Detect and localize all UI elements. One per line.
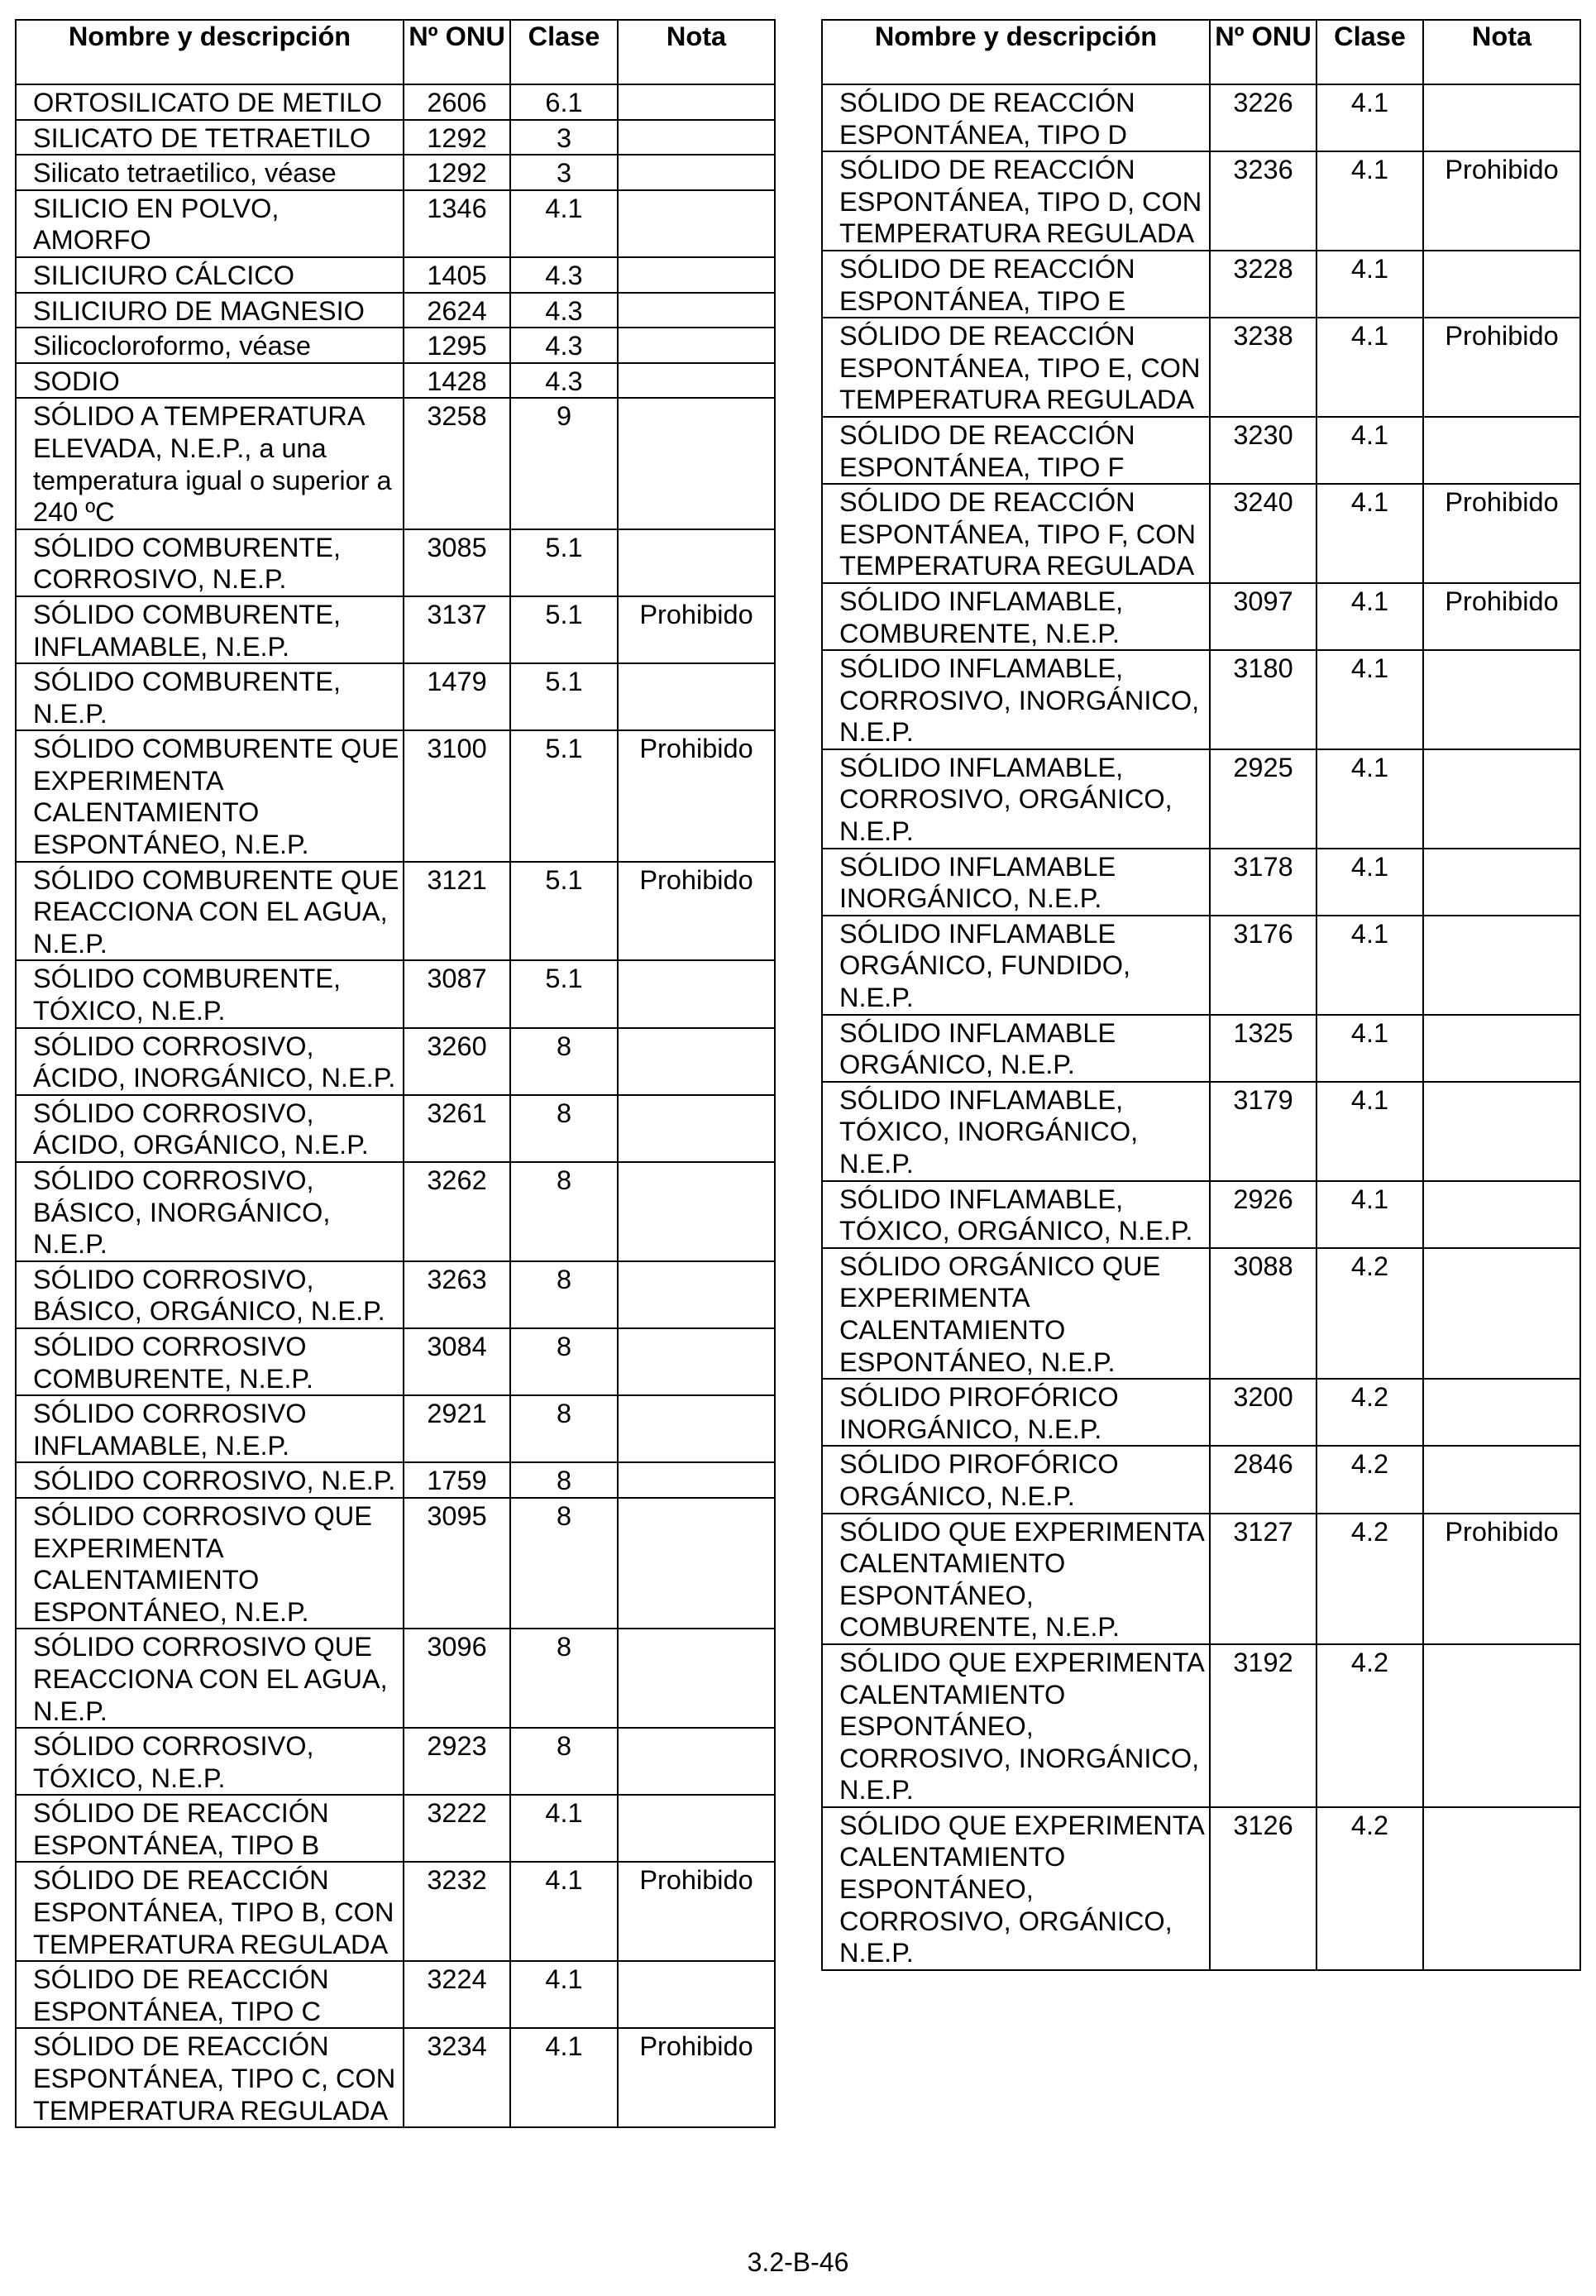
cell-name: SÓLIDO INFLAMABLE INORGÁNICO, N.E.P. (822, 849, 1210, 916)
cell-nota (618, 663, 775, 730)
cell-onu: 1292 (404, 155, 510, 190)
cell-clase: 4.1 (510, 1795, 618, 1862)
cell-clase: 5.1 (510, 960, 618, 1027)
header-name: Nombre y descripción (822, 20, 1210, 84)
cell-nota: Prohibido (618, 862, 775, 961)
cell-clase: 4.1 (510, 2028, 618, 2127)
cell-name: SÓLIDO DE REACCIÓN ESPONTÁNEA, TIPO B (16, 1795, 404, 1862)
right-table-row (822, 318, 1580, 417)
cell-onu: 3178 (1210, 849, 1316, 916)
cell-clase: 4.3 (510, 293, 618, 328)
left-table-row (16, 862, 775, 961)
cell-onu: 3262 (404, 1162, 510, 1261)
left-table-row (16, 2028, 775, 2127)
cell-name: SÓLIDO CORROSIVO, ÁCIDO, ORGÁNICO, N.E.P. (16, 1095, 404, 1162)
right-table-row (822, 1248, 1580, 1379)
cell-nota (618, 1162, 775, 1261)
cell-nota: Prohibido (1423, 484, 1580, 583)
right-table-row (822, 1181, 1580, 1248)
cell-onu: 2925 (1210, 749, 1316, 849)
cell-nota (1423, 1015, 1580, 1082)
right-header-row (822, 20, 1580, 84)
cell-name: ORTOSILICATO DE METILO (16, 84, 404, 120)
cell-onu: 3096 (404, 1629, 510, 1728)
cell-onu: 3240 (1210, 484, 1316, 583)
cell-onu: 3263 (404, 1261, 510, 1328)
cell-name: SÓLIDO CORROSIVO QUE REACCIONA CON EL AGUA, N.E.P. (16, 1629, 404, 1728)
right-table-row (822, 1015, 1580, 1082)
cell-onu: 2846 (1210, 1446, 1316, 1513)
cell-nota: Prohibido (618, 596, 775, 663)
cell-nota: Prohibido (1423, 1514, 1580, 1644)
cell-onu: 3084 (404, 1328, 510, 1395)
right-table-row (822, 251, 1580, 318)
cell-onu: 1479 (404, 663, 510, 730)
cell-name: SÓLIDO QUE EXPERIMENTA CALENTAMIENTO ESPONTÁNEO, COMBURENTE, N.E.P. (822, 1514, 1210, 1644)
left-table-row (16, 398, 775, 529)
left-table-row (16, 1728, 775, 1795)
cell-name: SÓLIDO INFLAMABLE ORGÁNICO, FUNDIDO, N.E.P. (822, 916, 1210, 1015)
cell-name: SÓLIDO PIROFÓRICO ORGÁNICO, N.E.P. (822, 1446, 1210, 1513)
cell-name: SÓLIDO INFLAMABLE, COMBURENTE, N.E.P. (822, 583, 1210, 650)
cell-nota (1423, 650, 1580, 749)
cell-name: SÓLIDO COMBURENTE, CORROSIVO, N.E.P. (16, 529, 404, 596)
cell-nota (618, 1395, 775, 1462)
cell-onu: 1295 (404, 328, 510, 363)
cell-name: SÓLIDO CORROSIVO, TÓXICO, N.E.P. (16, 1728, 404, 1795)
cell-nota (618, 293, 775, 328)
cell-name: SÓLIDO DE REACCIÓN ESPONTÁNEA, TIPO C, CON TEMPERATURA REGULADA (16, 2028, 404, 2127)
left-table-body (16, 84, 775, 2127)
cell-onu: 3261 (404, 1095, 510, 1162)
cell-name: SÓLIDO INFLAMABLE, CORROSIVO, INORGÁNICO, N.E.P. (822, 650, 1210, 749)
cell-nota (1423, 1248, 1580, 1379)
cell-name: SÓLIDO DE REACCIÓN ESPONTÁNEA, TIPO C (16, 1961, 404, 2028)
cell-nota (618, 363, 775, 399)
cell-onu: 1759 (404, 1462, 510, 1498)
cell-clase: 8 (510, 1261, 618, 1328)
cell-onu: 3088 (1210, 1248, 1316, 1379)
cell-name: SÓLIDO COMBURENTE QUE EXPERIMENTA CALENTAMIENTO ESPONTÁNEO, N.E.P. (16, 730, 404, 861)
right-table-row (822, 650, 1580, 749)
cell-clase: 8 (510, 1095, 618, 1162)
left-table-row (16, 1629, 775, 1728)
cell-nota (618, 1728, 775, 1795)
cell-clase: 5.1 (510, 862, 618, 961)
cell-clase: 3 (510, 120, 618, 155)
cell-onu: 1325 (1210, 1015, 1316, 1082)
cell-clase: 4.1 (510, 1862, 618, 1961)
right-table-row (822, 151, 1580, 251)
right-table-row (822, 916, 1580, 1015)
left-table-row (16, 596, 775, 663)
cell-name: SÓLIDO DE REACCIÓN ESPONTÁNEA, TIPO D (822, 84, 1210, 151)
cell-nota: Prohibido (618, 2028, 775, 2127)
cell-name: SÓLIDO CORROSIVO QUE EXPERIMENTA CALENTAMIENTO ESPONTÁNEO, N.E.P. (16, 1498, 404, 1629)
cell-clase: 4.1 (1316, 749, 1423, 849)
cell-nota (618, 1629, 775, 1728)
right-table-row (822, 1514, 1580, 1644)
right-table-row (822, 84, 1580, 151)
left-table-row (16, 120, 775, 155)
left-table-row (16, 190, 775, 257)
left-table-row (16, 1462, 775, 1498)
cell-clase: 8 (510, 1728, 618, 1795)
right-table-row (822, 1379, 1580, 1446)
right-table-row (822, 849, 1580, 916)
cell-clase: 8 (510, 1462, 618, 1498)
cell-onu: 3095 (404, 1498, 510, 1629)
header-name: Nombre y descripción (16, 20, 404, 84)
left-table (15, 19, 776, 2128)
cell-clase: 4.1 (1316, 849, 1423, 916)
cell-clase: 4.2 (1316, 1644, 1423, 1807)
cell-clase: 4.1 (1316, 650, 1423, 749)
cell-onu: 3222 (404, 1795, 510, 1862)
cell-nota: Prohibido (1423, 151, 1580, 251)
cell-name: SÓLIDO CORROSIVO INFLAMABLE, N.E.P. (16, 1395, 404, 1462)
cell-onu: 1292 (404, 120, 510, 155)
cell-onu: 3200 (1210, 1379, 1316, 1446)
left-table-row (16, 1498, 775, 1629)
cell-onu: 1428 (404, 363, 510, 399)
cell-name: SÓLIDO CORROSIVO, N.E.P. (16, 1462, 404, 1498)
cell-onu: 3260 (404, 1028, 510, 1095)
cell-nota: Prohibido (1423, 583, 1580, 650)
cell-name: SÓLIDO CORROSIVO COMBURENTE, N.E.P. (16, 1328, 404, 1395)
cell-name: SÓLIDO INFLAMABLE, CORROSIVO, ORGÁNICO, N.E.P. (822, 749, 1210, 849)
cell-onu: 3238 (1210, 318, 1316, 417)
cell-onu: 3180 (1210, 650, 1316, 749)
cell-onu: 2624 (404, 293, 510, 328)
header-onu: Nº ONU (404, 20, 510, 84)
cell-nota (618, 1795, 775, 1862)
header-clase: Clase (1316, 20, 1423, 84)
cell-name: SÓLIDO INFLAMABLE ORGÁNICO, N.E.P. (822, 1015, 1210, 1082)
cell-nota (1423, 849, 1580, 916)
cell-onu: 3236 (1210, 151, 1316, 251)
cell-nota (618, 120, 775, 155)
cell-name: SÓLIDO CORROSIVO, BÁSICO, INORGÁNICO, N.E.P. (16, 1162, 404, 1261)
cell-onu: 3234 (404, 2028, 510, 2127)
cell-nota (1423, 417, 1580, 484)
cell-nota (618, 960, 775, 1027)
left-table-row (16, 155, 775, 190)
cell-nota (1423, 84, 1580, 151)
cell-nota (618, 257, 775, 293)
cell-name: SÓLIDO COMBURENTE, N.E.P. (16, 663, 404, 730)
cell-name: Silicato tetraetilico, véase (16, 155, 404, 190)
cell-clase: 4.1 (1316, 583, 1423, 650)
cell-nota (618, 398, 775, 529)
cell-name: SÓLIDO COMBURENTE QUE REACCIONA CON EL AGUA, N.E.P. (16, 862, 404, 961)
cell-clase: 4.1 (1316, 251, 1423, 318)
cell-onu: 3085 (404, 529, 510, 596)
cell-onu: 3258 (404, 398, 510, 529)
cell-clase: 4.1 (1316, 151, 1423, 251)
left-table-row (16, 84, 775, 120)
cell-clase: 4.1 (1316, 1082, 1423, 1181)
cell-nota (618, 1961, 775, 2028)
cell-nota (618, 1462, 775, 1498)
left-table-row (16, 257, 775, 293)
cell-clase: 8 (510, 1498, 618, 1629)
cell-onu: 2923 (404, 1728, 510, 1795)
cell-onu: 1346 (404, 190, 510, 257)
cell-name: SÓLIDO CORROSIVO, BÁSICO, ORGÁNICO, N.E.P. (16, 1261, 404, 1328)
cell-nota (618, 155, 775, 190)
cell-onu: 3121 (404, 862, 510, 961)
cell-nota (618, 1498, 775, 1629)
cell-clase: 3 (510, 155, 618, 190)
cell-clase: 5.1 (510, 730, 618, 861)
left-table-row (16, 529, 775, 596)
cell-name: SILICIO EN POLVO, AMORFO (16, 190, 404, 257)
cell-name: SÓLIDO CORROSIVO, ÁCIDO, INORGÁNICO, N.E.P. (16, 1028, 404, 1095)
cell-nota (618, 1328, 775, 1395)
cell-name: Silicocloroformo, véase (16, 328, 404, 363)
cell-nota (618, 1095, 775, 1162)
cell-name: SÓLIDO INFLAMABLE, TÓXICO, ORGÁNICO, N.E.P. (822, 1181, 1210, 1248)
cell-onu: 3137 (404, 596, 510, 663)
page-number: 3.2-B-46 (747, 2247, 849, 2277)
cell-onu: 3226 (1210, 84, 1316, 151)
cell-clase: 4.1 (1316, 417, 1423, 484)
cell-onu: 3232 (404, 1862, 510, 1961)
left-table-row (16, 293, 775, 328)
cell-onu: 3230 (1210, 417, 1316, 484)
cell-name: SÓLIDO A TEMPERATURA ELEVADA, N.E.P., a una temperatura igual o superior a 240 ºC (16, 398, 404, 529)
left-table-row (16, 1795, 775, 1862)
left-table-row (16, 328, 775, 363)
cell-nota (618, 1028, 775, 1095)
cell-clase: 4.2 (1316, 1807, 1423, 1970)
cell-nota (1423, 1082, 1580, 1181)
cell-clase: 5.1 (510, 529, 618, 596)
cell-nota (1423, 916, 1580, 1015)
left-table-row (16, 363, 775, 399)
cell-onu: 1405 (404, 257, 510, 293)
cell-clase: 5.1 (510, 596, 618, 663)
cell-clase: 8 (510, 1162, 618, 1261)
cell-nota (1423, 1807, 1580, 1970)
cell-nota (1423, 251, 1580, 318)
left-header-row (16, 20, 775, 84)
cell-name: SILICIURO CÁLCICO (16, 257, 404, 293)
cell-name: SÓLIDO DE REACCIÓN ESPONTÁNEA, TIPO F (822, 417, 1210, 484)
cell-clase: 8 (510, 1028, 618, 1095)
cell-onu: 3127 (1210, 1514, 1316, 1644)
right-table (821, 19, 1581, 1971)
cell-nota (618, 84, 775, 120)
right-table-row (822, 1082, 1580, 1181)
cell-clase: 4.3 (510, 328, 618, 363)
cell-clase: 4.3 (510, 257, 618, 293)
right-table-row (822, 1446, 1580, 1513)
cell-name: SILICIURO DE MAGNESIO (16, 293, 404, 328)
cell-name: SÓLIDO PIROFÓRICO INORGÁNICO, N.E.P. (822, 1379, 1210, 1446)
cell-name: SÓLIDO QUE EXPERIMENTA CALENTAMIENTO ESPONTÁNEO, CORROSIVO, INORGÁNICO, N.E.P. (822, 1644, 1210, 1807)
left-table-row (16, 1162, 775, 1261)
header-nota: Nota (618, 20, 775, 84)
cell-onu: 2926 (1210, 1181, 1316, 1248)
cell-nota (1423, 749, 1580, 849)
cell-nota: Prohibido (618, 730, 775, 861)
cell-clase: 4.2 (1316, 1379, 1423, 1446)
right-table-row (822, 417, 1580, 484)
left-table-row (16, 960, 775, 1027)
cell-name: SÓLIDO DE REACCIÓN ESPONTÁNEA, TIPO E, CON TEMPERATURA REGULADA (822, 318, 1210, 417)
cell-clase: 5.1 (510, 663, 618, 730)
cell-clase: 9 (510, 398, 618, 529)
cell-clase: 4.1 (1316, 484, 1423, 583)
cell-clase: 4.2 (1316, 1514, 1423, 1644)
cell-clase: 8 (510, 1328, 618, 1395)
right-table-row (822, 583, 1580, 650)
cell-clase: 4.1 (1316, 916, 1423, 1015)
cell-onu: 3224 (404, 1961, 510, 2028)
header-clase: Clase (510, 20, 618, 84)
right-table-row (822, 1644, 1580, 1807)
cell-clase: 8 (510, 1395, 618, 1462)
cell-clase: 4.1 (1316, 1015, 1423, 1082)
cell-name: SÓLIDO QUE EXPERIMENTA CALENTAMIENTO ESPONTÁNEO, CORROSIVO, ORGÁNICO, N.E.P. (822, 1807, 1210, 1970)
cell-onu: 3179 (1210, 1082, 1316, 1181)
cell-clase: 4.1 (1316, 84, 1423, 151)
cell-nota: Prohibido (618, 1862, 775, 1961)
cell-name: SODIO (16, 363, 404, 399)
cell-onu: 3192 (1210, 1644, 1316, 1807)
cell-name: SÓLIDO COMBURENTE, INFLAMABLE, N.E.P. (16, 596, 404, 663)
cell-clase: 4.1 (510, 1961, 618, 2028)
cell-name: SÓLIDO COMBURENTE, TÓXICO, N.E.P. (16, 960, 404, 1027)
cell-onu: 2606 (404, 84, 510, 120)
cell-onu: 3087 (404, 960, 510, 1027)
cell-nota: Prohibido (1423, 318, 1580, 417)
cell-clase: 6.1 (510, 84, 618, 120)
cell-clase: 4.1 (1316, 1181, 1423, 1248)
cell-name: SILICATO DE TETRAETILO (16, 120, 404, 155)
left-table-row (16, 1028, 775, 1095)
cell-nota (1423, 1181, 1580, 1248)
header-nota: Nota (1423, 20, 1580, 84)
left-table-row (16, 1095, 775, 1162)
right-table-row (822, 749, 1580, 849)
cell-name: SÓLIDO DE REACCIÓN ESPONTÁNEA, TIPO D, CON TEMPERATURA REGULADA (822, 151, 1210, 251)
cell-nota (1423, 1644, 1580, 1807)
cell-clase: 4.2 (1316, 1446, 1423, 1513)
cell-name: SÓLIDO DE REACCIÓN ESPONTÁNEA, TIPO E (822, 251, 1210, 318)
left-table-row (16, 663, 775, 730)
cell-onu: 3100 (404, 730, 510, 861)
left-table-row (16, 730, 775, 861)
right-table-row (822, 1807, 1580, 1970)
cell-clase: 8 (510, 1629, 618, 1728)
cell-name: SÓLIDO INFLAMABLE, TÓXICO, INORGÁNICO, N.E.P. (822, 1082, 1210, 1181)
left-table-row (16, 1395, 775, 1462)
left-table-row (16, 1862, 775, 1961)
cell-clase: 4.1 (1316, 318, 1423, 417)
cell-nota (618, 328, 775, 363)
cell-onu: 3176 (1210, 916, 1316, 1015)
cell-clase: 4.1 (510, 190, 618, 257)
cell-name: SÓLIDO DE REACCIÓN ESPONTÁNEA, TIPO F, CON TEMPERATURA REGULADA (822, 484, 1210, 583)
cell-nota (618, 1261, 775, 1328)
cell-nota (1423, 1379, 1580, 1446)
cell-onu: 2921 (404, 1395, 510, 1462)
cell-nota (1423, 1446, 1580, 1513)
left-table-row (16, 1328, 775, 1395)
cell-clase: 4.2 (1316, 1248, 1423, 1379)
cell-onu: 3228 (1210, 251, 1316, 318)
cell-onu: 3126 (1210, 1807, 1316, 1970)
cell-nota (618, 529, 775, 596)
right-table-body (822, 84, 1580, 1970)
cell-nota (618, 190, 775, 257)
header-onu: Nº ONU (1210, 20, 1316, 84)
cell-name: SÓLIDO DE REACCIÓN ESPONTÁNEA, TIPO B, CON TEMPERATURA REGULADA (16, 1862, 404, 1961)
left-table-row (16, 1261, 775, 1328)
left-table-row (16, 1961, 775, 2028)
cell-name: SÓLIDO ORGÁNICO QUE EXPERIMENTA CALENTAMIENTO ESPONTÁNEO, N.E.P. (822, 1248, 1210, 1379)
cell-clase: 4.3 (510, 363, 618, 399)
cell-onu: 3097 (1210, 583, 1316, 650)
right-table-row (822, 484, 1580, 583)
